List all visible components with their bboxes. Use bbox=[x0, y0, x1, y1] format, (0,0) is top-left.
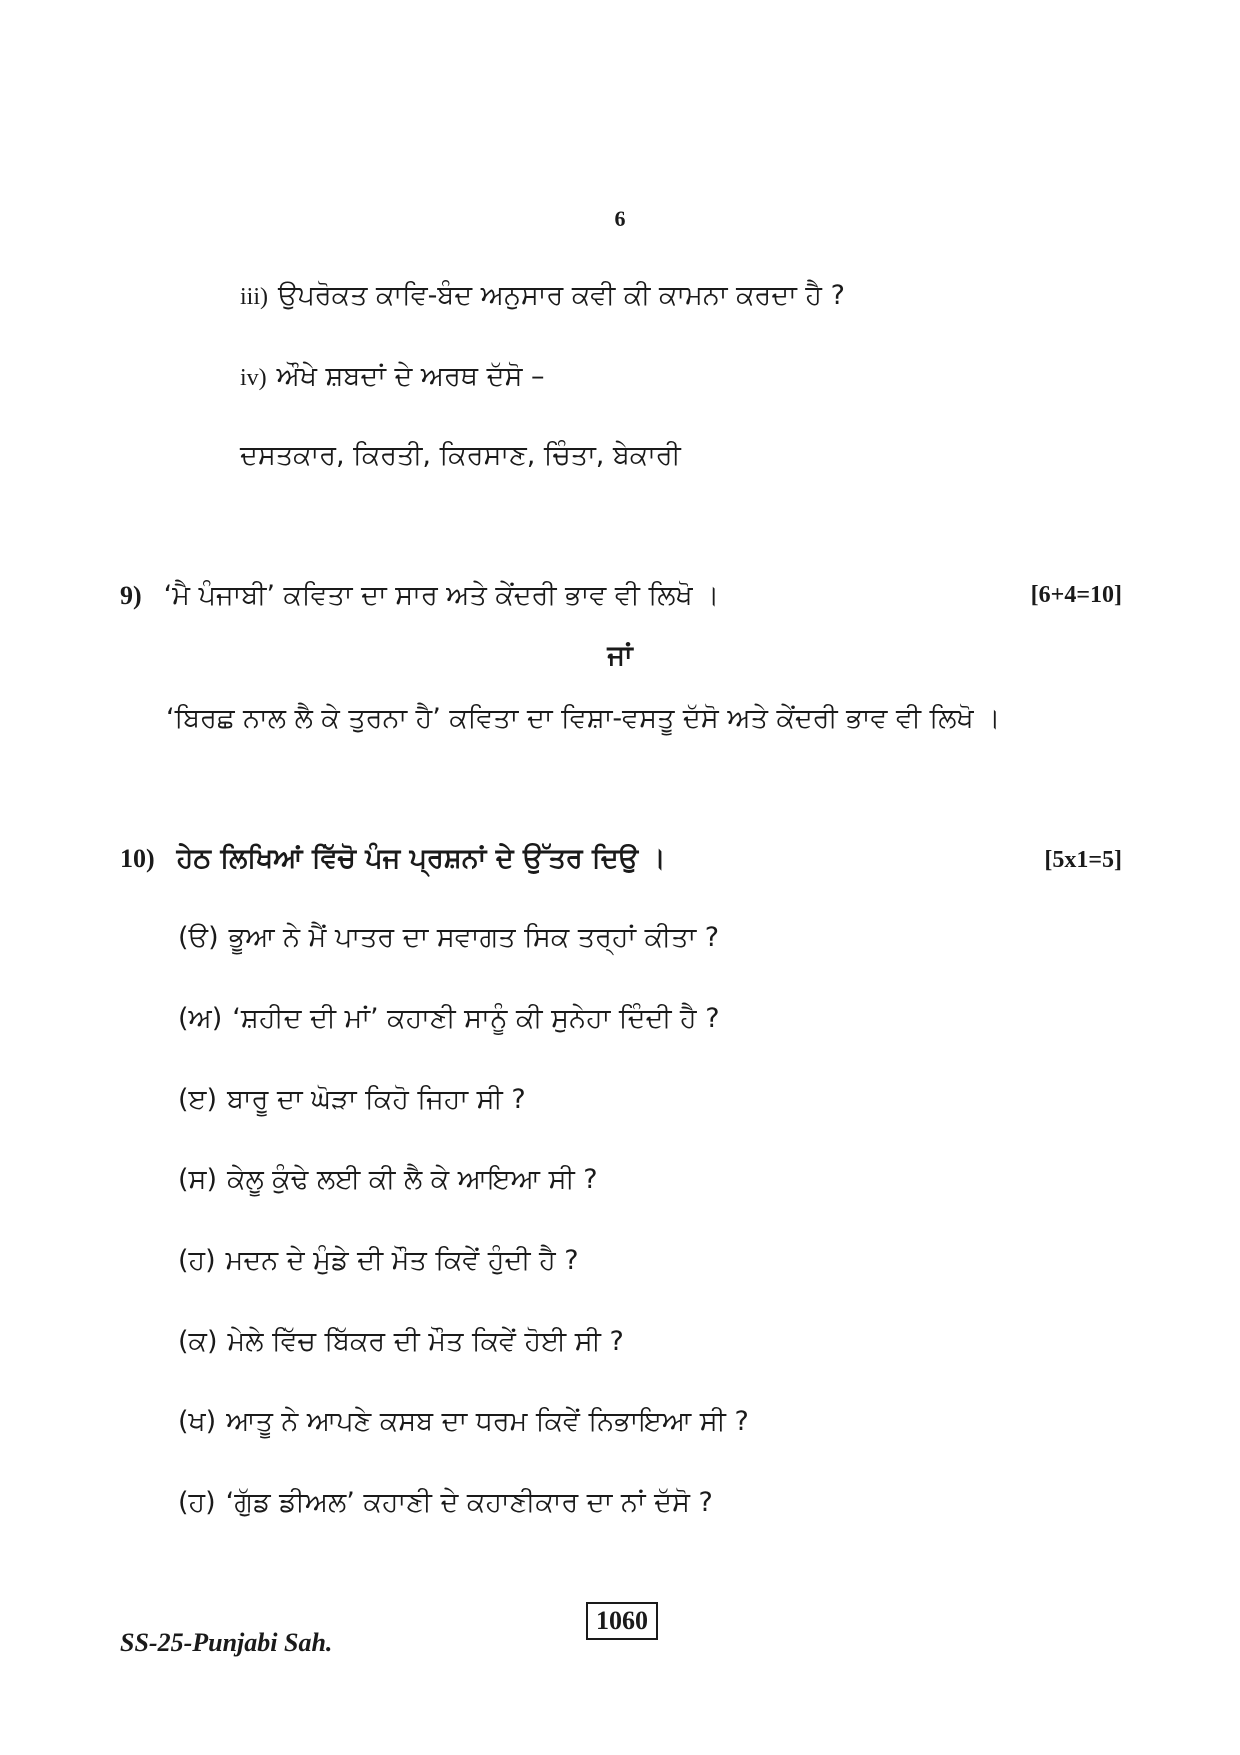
q10-option-text: ਕੇਲੂ ਕੁੰਢੇ ਲਈ ਕੀ ਲੈ ਕੇ ਆਇਆ ਸੀ ? bbox=[227, 1164, 598, 1195]
q10-option-8 bbox=[178, 1487, 713, 1519]
q8-part-iii-label: iii) bbox=[240, 284, 268, 310]
footer-page-code-box: 1060 bbox=[586, 1602, 658, 1640]
q10-option-text: ਆਤੂ ਨੇ ਆਪਣੇ ਕਸਬ ਦਾ ਧਰਮ ਕਿਵੇਂ ਨਿਭਾਇਆ ਸੀ ? bbox=[226, 1406, 749, 1437]
q10-option-text: ਭੂਆ ਨੇ ਮੈਂ ਪਾਤਰ ਦਾ ਸਵਾਗਤ ਸਿਕ ਤਰ੍ਹਾਂ ਕੀਤਾ ? bbox=[228, 922, 720, 953]
question-10-marks: [5x1=5] bbox=[1044, 847, 1122, 873]
q10-option-label: (ੲ) bbox=[178, 1084, 218, 1115]
q10-option-text: ‘ਗੁੱਡ ਡੀਅਲ’ ਕਹਾਣੀ ਦੇ ਕਹਾਣੀਕਾਰ ਦਾ ਨਾਂ ਦੱਸੋ ? bbox=[225, 1487, 713, 1518]
question-9-or: ਜਾਂ bbox=[607, 640, 633, 671]
q10-option-label: (ਖ) bbox=[178, 1406, 217, 1437]
question-10-text: ਹੇਠ ਲਿਖਿਆਂ ਵਿੱਚੋ ਪੰਜ ਪ੍ਰਸ਼ਨਾਂ ਦੇ ਉੱਤਰ ਦਿਉ । bbox=[176, 843, 666, 874]
question-10-number: 10) bbox=[120, 844, 155, 873]
question-10 bbox=[120, 843, 666, 875]
q10-option-5 bbox=[178, 1245, 579, 1277]
q10-option-label: (ਅ) bbox=[178, 1003, 223, 1034]
question-9-alternative: ‘ਬਿਰਛ ਨਾਲ ਲੈ ਕੇ ਤੁਰਨਾ ਹੈ’ ਕਵਿਤਾ ਦਾ ਵਿਸ਼ਾ-ਵਸਤੂ ਦੱਸੋ ਅਤੇ ਕੇਂਦਰੀ ਭਾਵ ਵੀ ਲਿਖੋ । bbox=[166, 703, 1001, 734]
q8-part-iii bbox=[240, 280, 845, 312]
q10-option-7 bbox=[178, 1406, 749, 1438]
q8-part-iv bbox=[240, 361, 545, 393]
q10-option-6 bbox=[178, 1326, 624, 1358]
question-9-number: 9) bbox=[120, 581, 142, 610]
question-9 bbox=[120, 580, 719, 612]
q10-option-2 bbox=[178, 1003, 720, 1035]
q10-option-text: ਮੇਲੇ ਵਿੱਚ ਬਿੱਕਰ ਦੀ ਮੌਤ ਕਿਵੇਂ ਹੋਈ ਸੀ ? bbox=[227, 1326, 624, 1357]
q10-option-label: (ਸ) bbox=[178, 1164, 218, 1195]
question-9-marks: [6+4=10] bbox=[1030, 582, 1122, 608]
page-number: 6 bbox=[614, 206, 626, 231]
q10-option-text: ਬਾਰੂ ਦਾ ਘੋੜਾ ਕਿਹੋ ਜਿਹਾ ਸੀ ? bbox=[227, 1084, 526, 1115]
q10-option-4 bbox=[178, 1164, 598, 1196]
q10-option-label: (ਹ) bbox=[178, 1245, 216, 1276]
q10-option-label: (ਕ) bbox=[178, 1326, 218, 1357]
q10-option-text: ਮਦਨ ਦੇ ਮੁੰਡੇ ਦੀ ਮੌਤ ਕਿਵੇਂ ਹੁੰਦੀ ਹੈ ? bbox=[225, 1245, 579, 1276]
q10-option-label: (ਹ) bbox=[178, 1487, 216, 1518]
q8-part-iv-label: iv) bbox=[240, 365, 267, 391]
q8-part-iv-text: ਔਖੇ ਸ਼ਬਦਾਂ ਦੇ ਅਰਥ ਦੱਸੋ – bbox=[276, 361, 545, 392]
q10-option-1 bbox=[178, 922, 719, 954]
q10-option-3 bbox=[178, 1084, 526, 1116]
q10-option-text: ‘ਸ਼ਹੀਦ ਦੀ ਮਾਂ’ ਕਹਾਣੀ ਸਾਨੂੰ ਕੀ ਸੁਨੇਹਾ ਦਿੰਦੀ ਹੈ ? bbox=[232, 1003, 720, 1034]
q10-option-label: (ੳ) bbox=[178, 922, 219, 953]
question-9-text: ‘ਮੈ ਪੰਜਾਬੀ’ ਕਵਿਤਾ ਦਾ ਸਾਰ ਅਤੇ ਕੇਂਦਰੀ ਭਾਵ ਵੀ ਲਿਖੋ । bbox=[163, 580, 720, 611]
q8-word-list: ਦਸਤਕਾਰ, ਕਿਰਤੀ, ਕਿਰਸਾਣ, ਚਿੰਤਾ, ਬੇਕਾਰੀ bbox=[240, 440, 681, 471]
q8-part-iii-text: ਉਪਰੋਕਤ ਕਾਵਿ-ਬੰਦ ਅਨੁਸਾਰ ਕਵੀ ਕੀ ਕਾਮਨਾ ਕਰਦਾ ਹੈ ? bbox=[278, 280, 845, 311]
footer-paper-code: SS-25-Punjabi Sah. bbox=[120, 1628, 333, 1657]
